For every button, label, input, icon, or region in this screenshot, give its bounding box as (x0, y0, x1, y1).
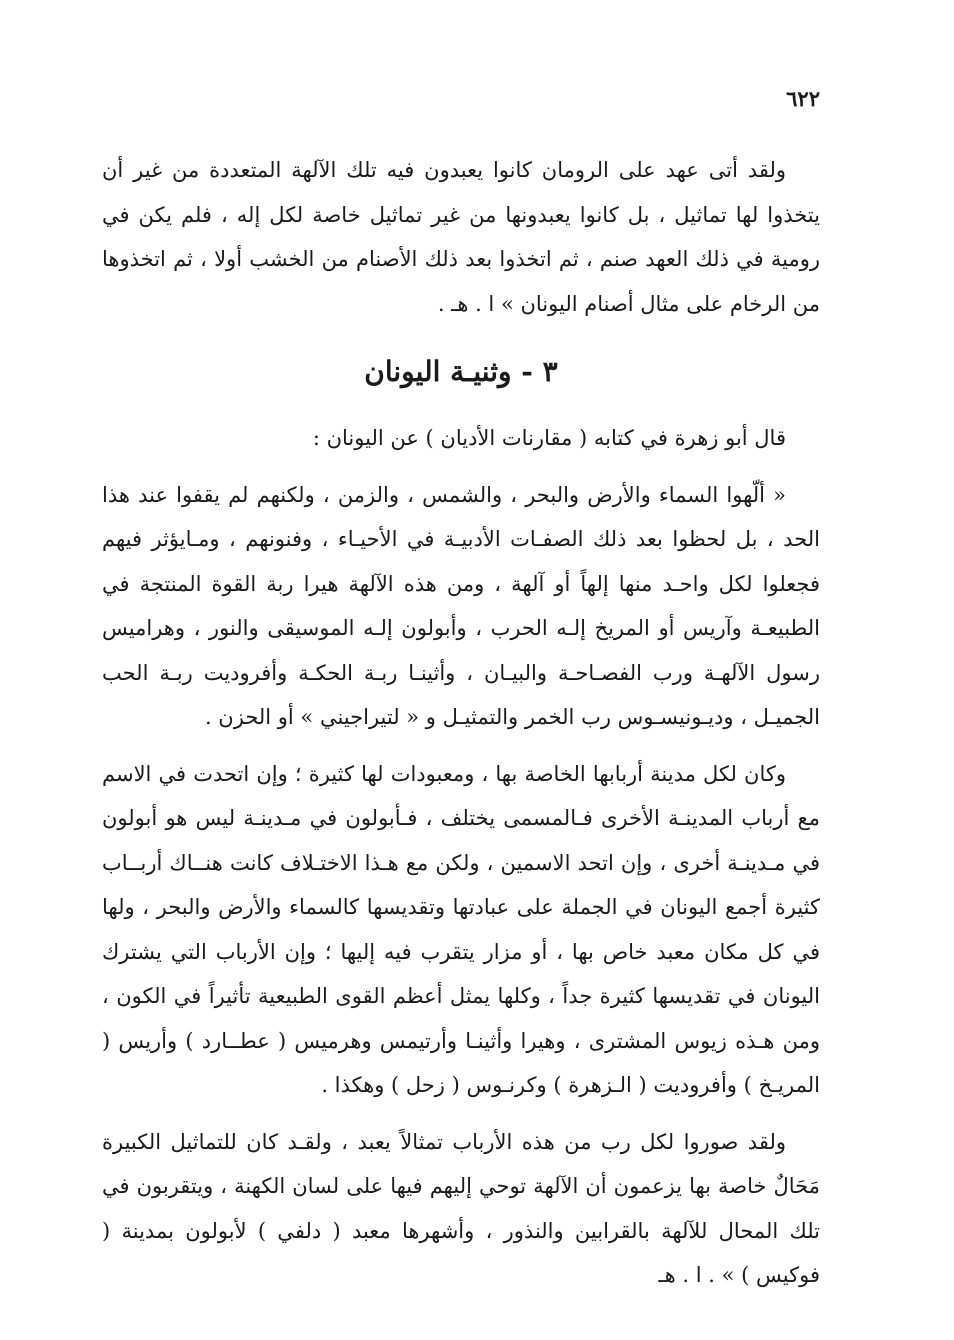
page-number: ٦٢٢ (786, 86, 820, 111)
section-heading: ٣ - وثنيـة اليونان (364, 355, 558, 388)
paragraph-greek-gods: « ألّهوا السماء والأرض والبحر ، والشمس ، والزمن ، ولكنهم لم يقفوا عند هذا الحد ، بل لحظوا بعد ذلك الصفـات الأدبيـة في الأحيـاء ، وفنونهم ، ومـايؤثر فيهم فجعلوا لكل واحـد منها إلهاً أو آلهة ، ومن هذه الآلهة هيرا ربة القوة المنتجة في الطبيعـة وآريس أو المريخ إلـه الحرب ، وأبولون إلـه الموسيقى والنور ، وهراميس رسول الآلهـة ورب الفصـاحـة والبيـان ، وأثينـا ربـة الحكـة وأفروديت ربـة الحب الجميـل ، وديـونيسـوس رب الخمر والتمثيـل و « لتيراجيني » أو الحزن . (102, 482, 820, 729)
paragraph-intro: قال أبو زهرة في كتابه ( مقارنات الأديان ) عن اليونان : (312, 426, 786, 450)
paragraph-romans: ولقد أتى عهد على الرومان كانوا يعبدون فيه تلك الآلهة المتعددة من غير أن يتخذوا لها تماثيل ، بل كانوا يعبدونها من غير تماثيل خاصة لكل إله ، فلم يكن في رومية في ذلك العهد صنم ، ثم اتخذوا بعد ذلك الأصنام من الخشب أولا ، ثم اتخذوها من الرخام على مثال أصنام اليونان » ا . هـ . (102, 158, 820, 316)
paragraph-city-gods: وكان لكل مدينة أربابها الخاصة بها ، ومعبودات لها كثيرة ؛ وإن اتحدت في الاسم مع أرباب المدينـة الأخرى فـالمسمى يختلف ، فـأبولون في مـدينـة ليس هو أبولون في مـدينـة أخرى ، وإن اتحد الاسمين ، ولكن مع هـذا الاختـلاف كانت هنــاك أربــاب كثيرة أجمع اليونان في الجملة على عبادتها وتقديسها كالسماء والأرض والبحر ، ولها في كل مكان معبد خاص بها ، أو مزار يتقرب فيه إليها ؛ وإن الأرباب التي يشترك اليونان في تقديسها كثيرة جداً ، وكلها يمثل أعظم القوى الطبيعية تأثيراً في الكون ، ومن هـذه زيوس المشترى ، وهيرا وأثينـا وأرتيمس وهرميس ( عطــارد ) وأريس ( المريـخ ) وأفروديت ( الـزهرة ) وكرنـوس ( زحل ) وهكذا . (102, 761, 820, 1097)
paragraph-statues: ولقد صوروا لكل رب من هذه الأرباب تمثالاً يعبد ، ولقـد كان للتماثيل الكبيرة مَحَالٌ خاصة بها يزعمون أن الآلهة توحي إليهم فيها على لسان الكهنة ، ويتقربون في تلك المحال للآلهة بالقرابين والنذور ، وأشهرها معبد ( دلفي ) لأبولون بمدينة ( فوكيس ) » . ا . هـ (102, 1129, 820, 1287)
text-body (102, 148, 820, 1298)
